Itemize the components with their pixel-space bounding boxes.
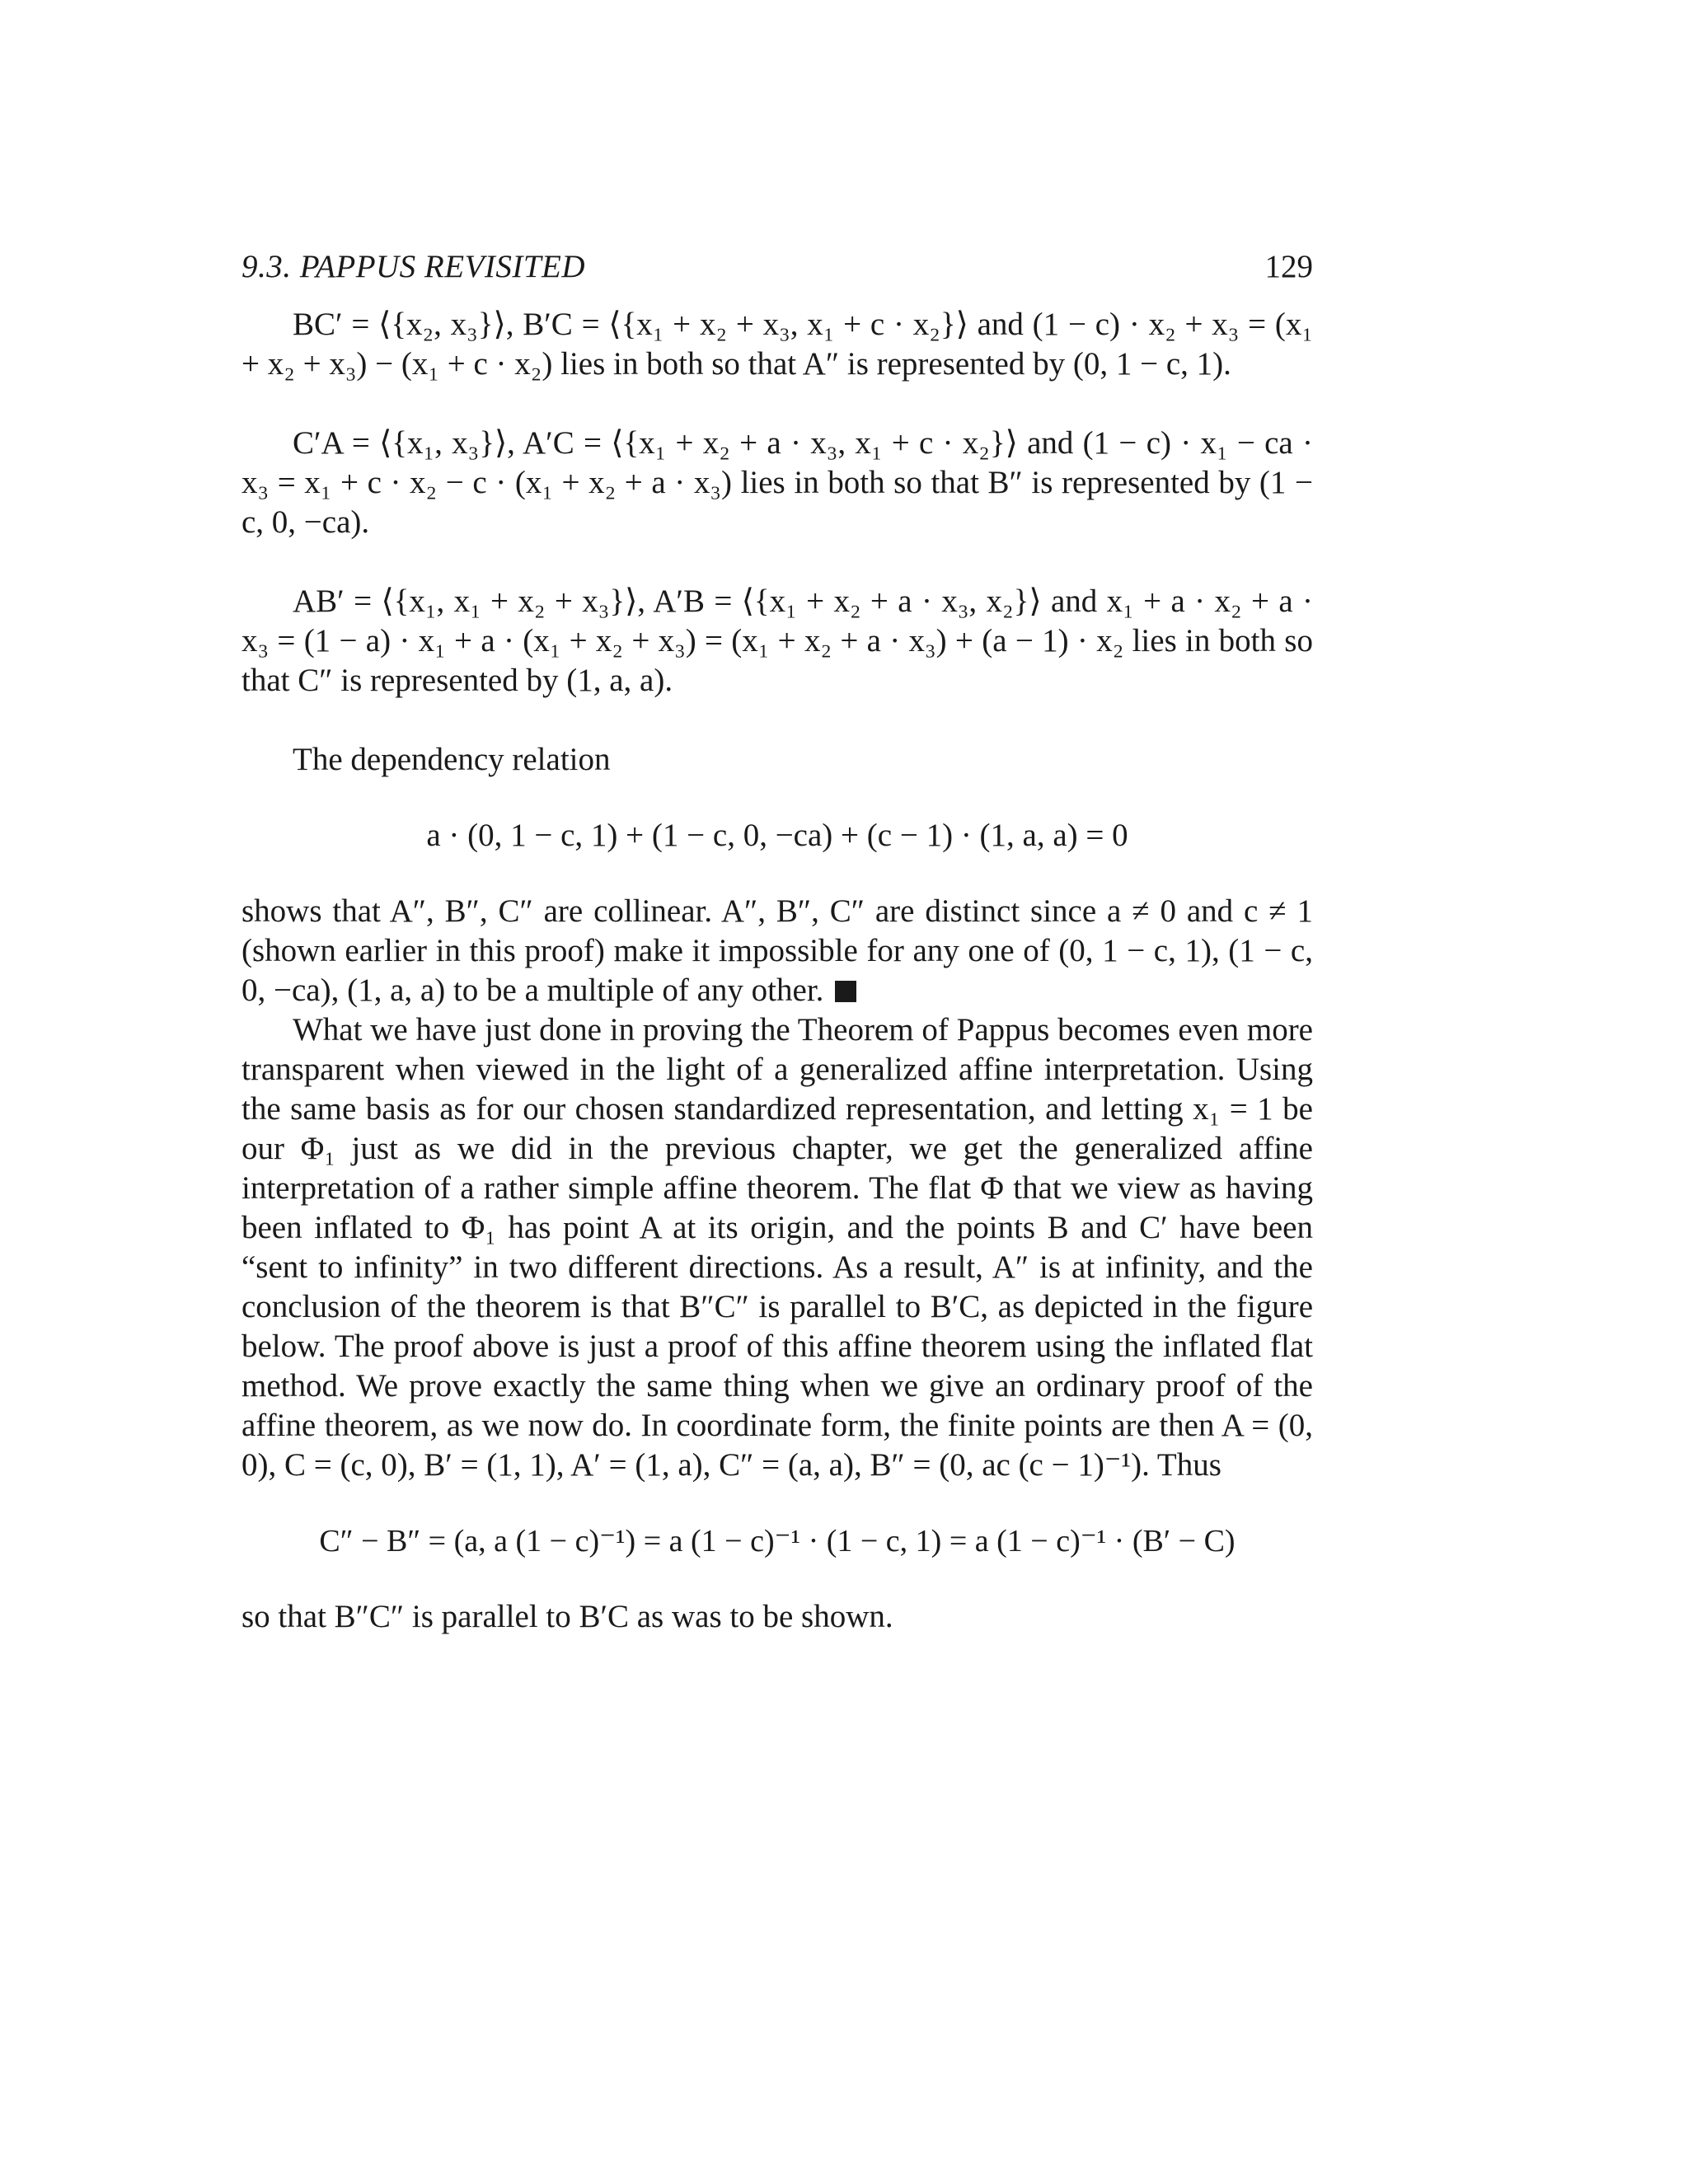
paragraph-gap	[241, 384, 1313, 424]
paragraph-c-double-prime: AB′ = ⟨{x₁, x₁ + x₂ + x₃}⟩, A′B = ⟨{x₁ + x₂ + a · x₃, x₂}⟩ and x₁ + a · x₂ + a · x₃ = (1 − a) · x₁ + a · (x₁ + x₂ + x₃) = (x₁ + x₂ + a · x₃) + (a − 1) · x₂ lies in both so that C″ is represented by (1, a, a).	[241, 583, 1313, 698]
page-number: 129	[1264, 249, 1313, 284]
section-title: 9.3. PAPPUS REVISITED	[241, 249, 586, 284]
paragraph-affine-interpretation: What we have just done in proving the Theorem of Pappus becomes even more transparent when viewed in the light of a generalized affine interpretation. Using the same basis as for our chosen standardized representation, and letting x₁ = 1 be our Φ₁ just as we did in the previous chapter, we get the generalized affine interpretation of a rather simple affine theorem. The flat Φ that we view as having been inflated to Φ₁ has point A at its origin, and the points B and C′ have been “sent to infinity” in two different directions. As a result, A″ is at infinity, and the conclusion of the theorem is that B″C″ is parallel to B′C, as depicted in the figure below. The proof above is just a proof of this affine theorem using the inflated flat method. We prove exactly the same thing when we give an ordinary proof of the affine theorem, as we now do. In coordinate form, the finite points are then A = (0, 0), C = (c, 0), B′ = (1, 1), A′ = (1, a), C″ = (a, a), B″ = (0, ac (c − 1)⁻¹). Thus	[241, 1012, 1313, 1483]
page-body	[241, 247, 1313, 1637]
paragraph-gap	[241, 542, 1313, 582]
paragraph-collinear	[241, 892, 1313, 1010]
qed-square-icon	[835, 981, 856, 1002]
paragraph-a-double-prime: BC′ = ⟨{x₂, x₃}⟩, B′C = ⟨{x₁ + x₂ + x₃, x₁ + c · x₂}⟩ and (1 − c) · x₂ + x₃ = (x₁ + x₂ + x₃) − (x₁ + c · x₂) lies in both so that A″ is represented by (0, 1 − c, 1).	[241, 307, 1313, 382]
equation-parallel: C″ − B″ = (a, a (1 − c)⁻¹) = a (1 − c)⁻¹ · (1 − c, 1) = a (1 − c)⁻¹ · (B′ − C)	[319, 1524, 1236, 1558]
equation-dependency: a · (0, 1 − c, 1) + (1 − c, 0, −ca) + (c − 1) · (1, a, a) = 0	[426, 818, 1128, 853]
paragraph-dependency-intro: The dependency relation	[293, 742, 611, 777]
paragraph-collinear-text: shows that A″, B″, C″ are collinear. A″, B″, C″ are distinct since a ≠ 0 and c ≠ 1 (shown earlier in this proof) make it impossible for any one of (0, 1 − c, 1), (1 − c, 0, −ca), (1, a, a) to be a multiple of any other.	[241, 893, 1313, 1008]
paragraph-gap	[241, 701, 1313, 740]
running-head	[241, 247, 1313, 287]
paragraph-conclusion: so that B″C″ is parallel to B′C as was to be shown.	[241, 1599, 893, 1634]
paragraph-b-double-prime: C′A = ⟨{x₁, x₃}⟩, A′C = ⟨{x₁ + x₂ + a · x₃, x₁ + c · x₂}⟩ and (1 − c) · x₁ − ca · x₃ = x₁ + c · x₂ − c · (x₁ + x₂ + a · x₃) lies in both so that B″ is represented by (1 − c, 0, −ca).	[241, 425, 1313, 540]
